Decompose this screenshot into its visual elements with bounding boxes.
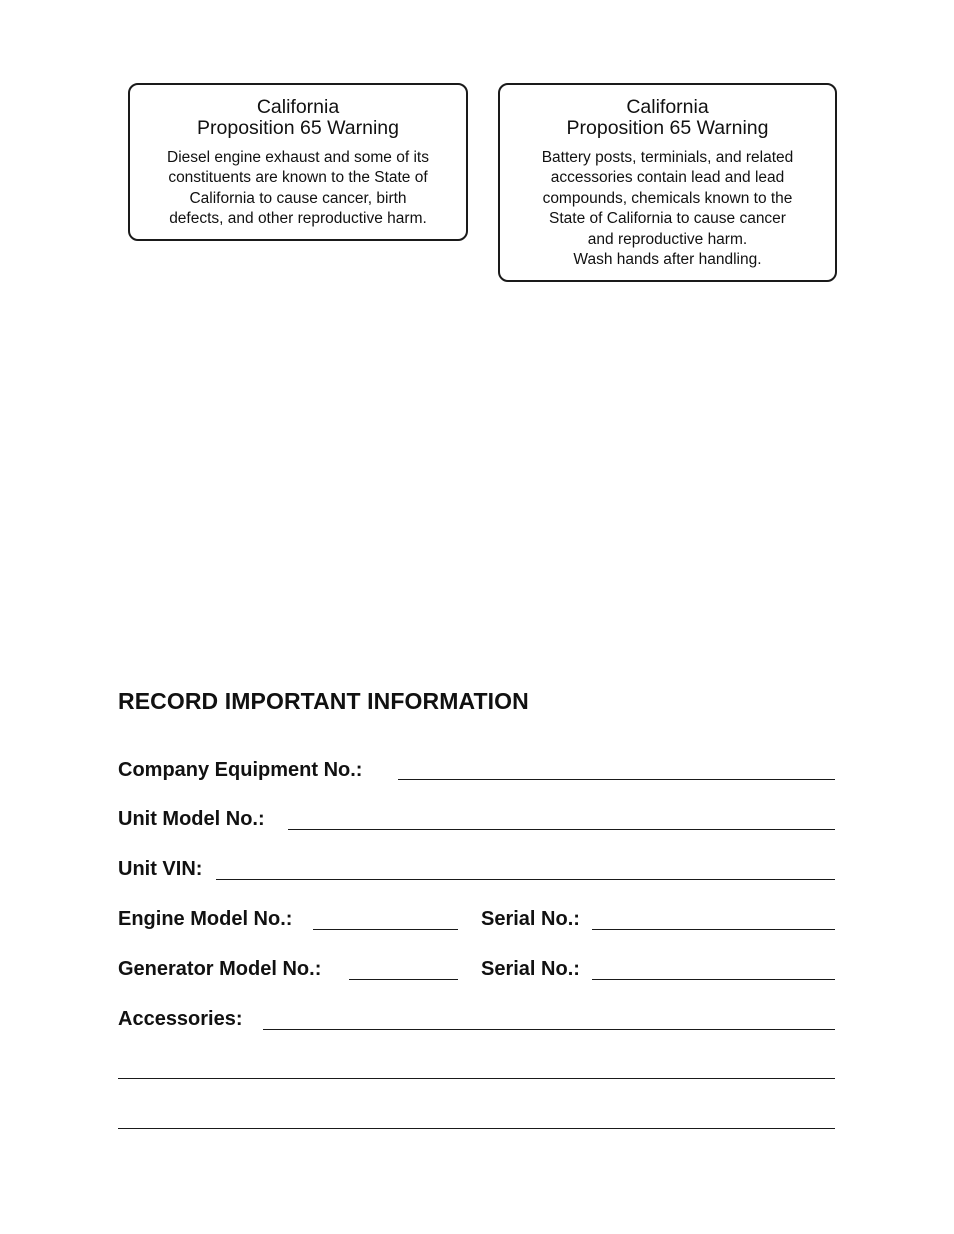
prop65-warning-battery-box <box>498 83 837 282</box>
warning-body-line: Wash hands after handling. <box>573 251 762 269</box>
generator-serial-field[interactable] <box>592 979 835 980</box>
warning-title <box>500 97 835 139</box>
warning-body <box>130 148 466 230</box>
warning-body-line: Diesel engine exhaust and some of its <box>167 149 429 166</box>
accessories-label: Accessories: <box>118 1008 243 1030</box>
warning-body-line: accessories contain lead and lead <box>550 169 785 187</box>
warning-title-line2: Proposition 65 Warning <box>197 117 399 139</box>
warning-title <box>130 97 466 139</box>
warning-body-line: California to cause cancer, birth <box>189 189 407 207</box>
warning-title-line1: California <box>256 96 340 118</box>
warning-body-line: and reproductive harm. <box>587 230 748 248</box>
engine-model-field[interactable] <box>313 929 458 930</box>
warning-title-line2: Proposition 65 Warning <box>566 117 769 139</box>
warning-body <box>500 148 835 270</box>
generator-model-field[interactable] <box>349 979 458 980</box>
warning-body-line: State of California to cause cancer <box>549 210 786 228</box>
unit-model-label: Unit Model No.: <box>118 808 265 830</box>
unit-vin-field[interactable] <box>216 879 835 880</box>
warning-body-line: defects, and other reproductive harm. <box>169 210 427 228</box>
warning-body-line: compounds, chemicals known to the <box>542 189 793 207</box>
warning-body-line: Battery posts, terminials, and related <box>541 149 794 166</box>
company-equipment-label: Company Equipment No.: <box>118 759 363 781</box>
engine-model-label: Engine Model No.: <box>118 908 293 930</box>
generator-serial-label: Serial No.: <box>481 958 580 980</box>
unit-vin-label: Unit VIN: <box>118 858 203 880</box>
record-info-heading: RECORD IMPORTANT INFORMATION <box>118 688 529 714</box>
engine-serial-field[interactable] <box>592 929 835 930</box>
accessories-field[interactable] <box>263 1029 835 1030</box>
warning-body-line: constituents are known to the State of <box>168 169 428 187</box>
engine-serial-label: Serial No.: <box>481 908 580 930</box>
prop65-warning-diesel-box <box>128 83 468 241</box>
accessories-extra-line-1[interactable] <box>118 1078 835 1079</box>
accessories-extra-line-2[interactable] <box>118 1128 835 1129</box>
company-equipment-field[interactable] <box>398 779 835 780</box>
warning-title-line1: California <box>626 96 709 118</box>
unit-model-field[interactable] <box>288 829 835 830</box>
generator-model-label: Generator Model No.: <box>118 958 322 980</box>
